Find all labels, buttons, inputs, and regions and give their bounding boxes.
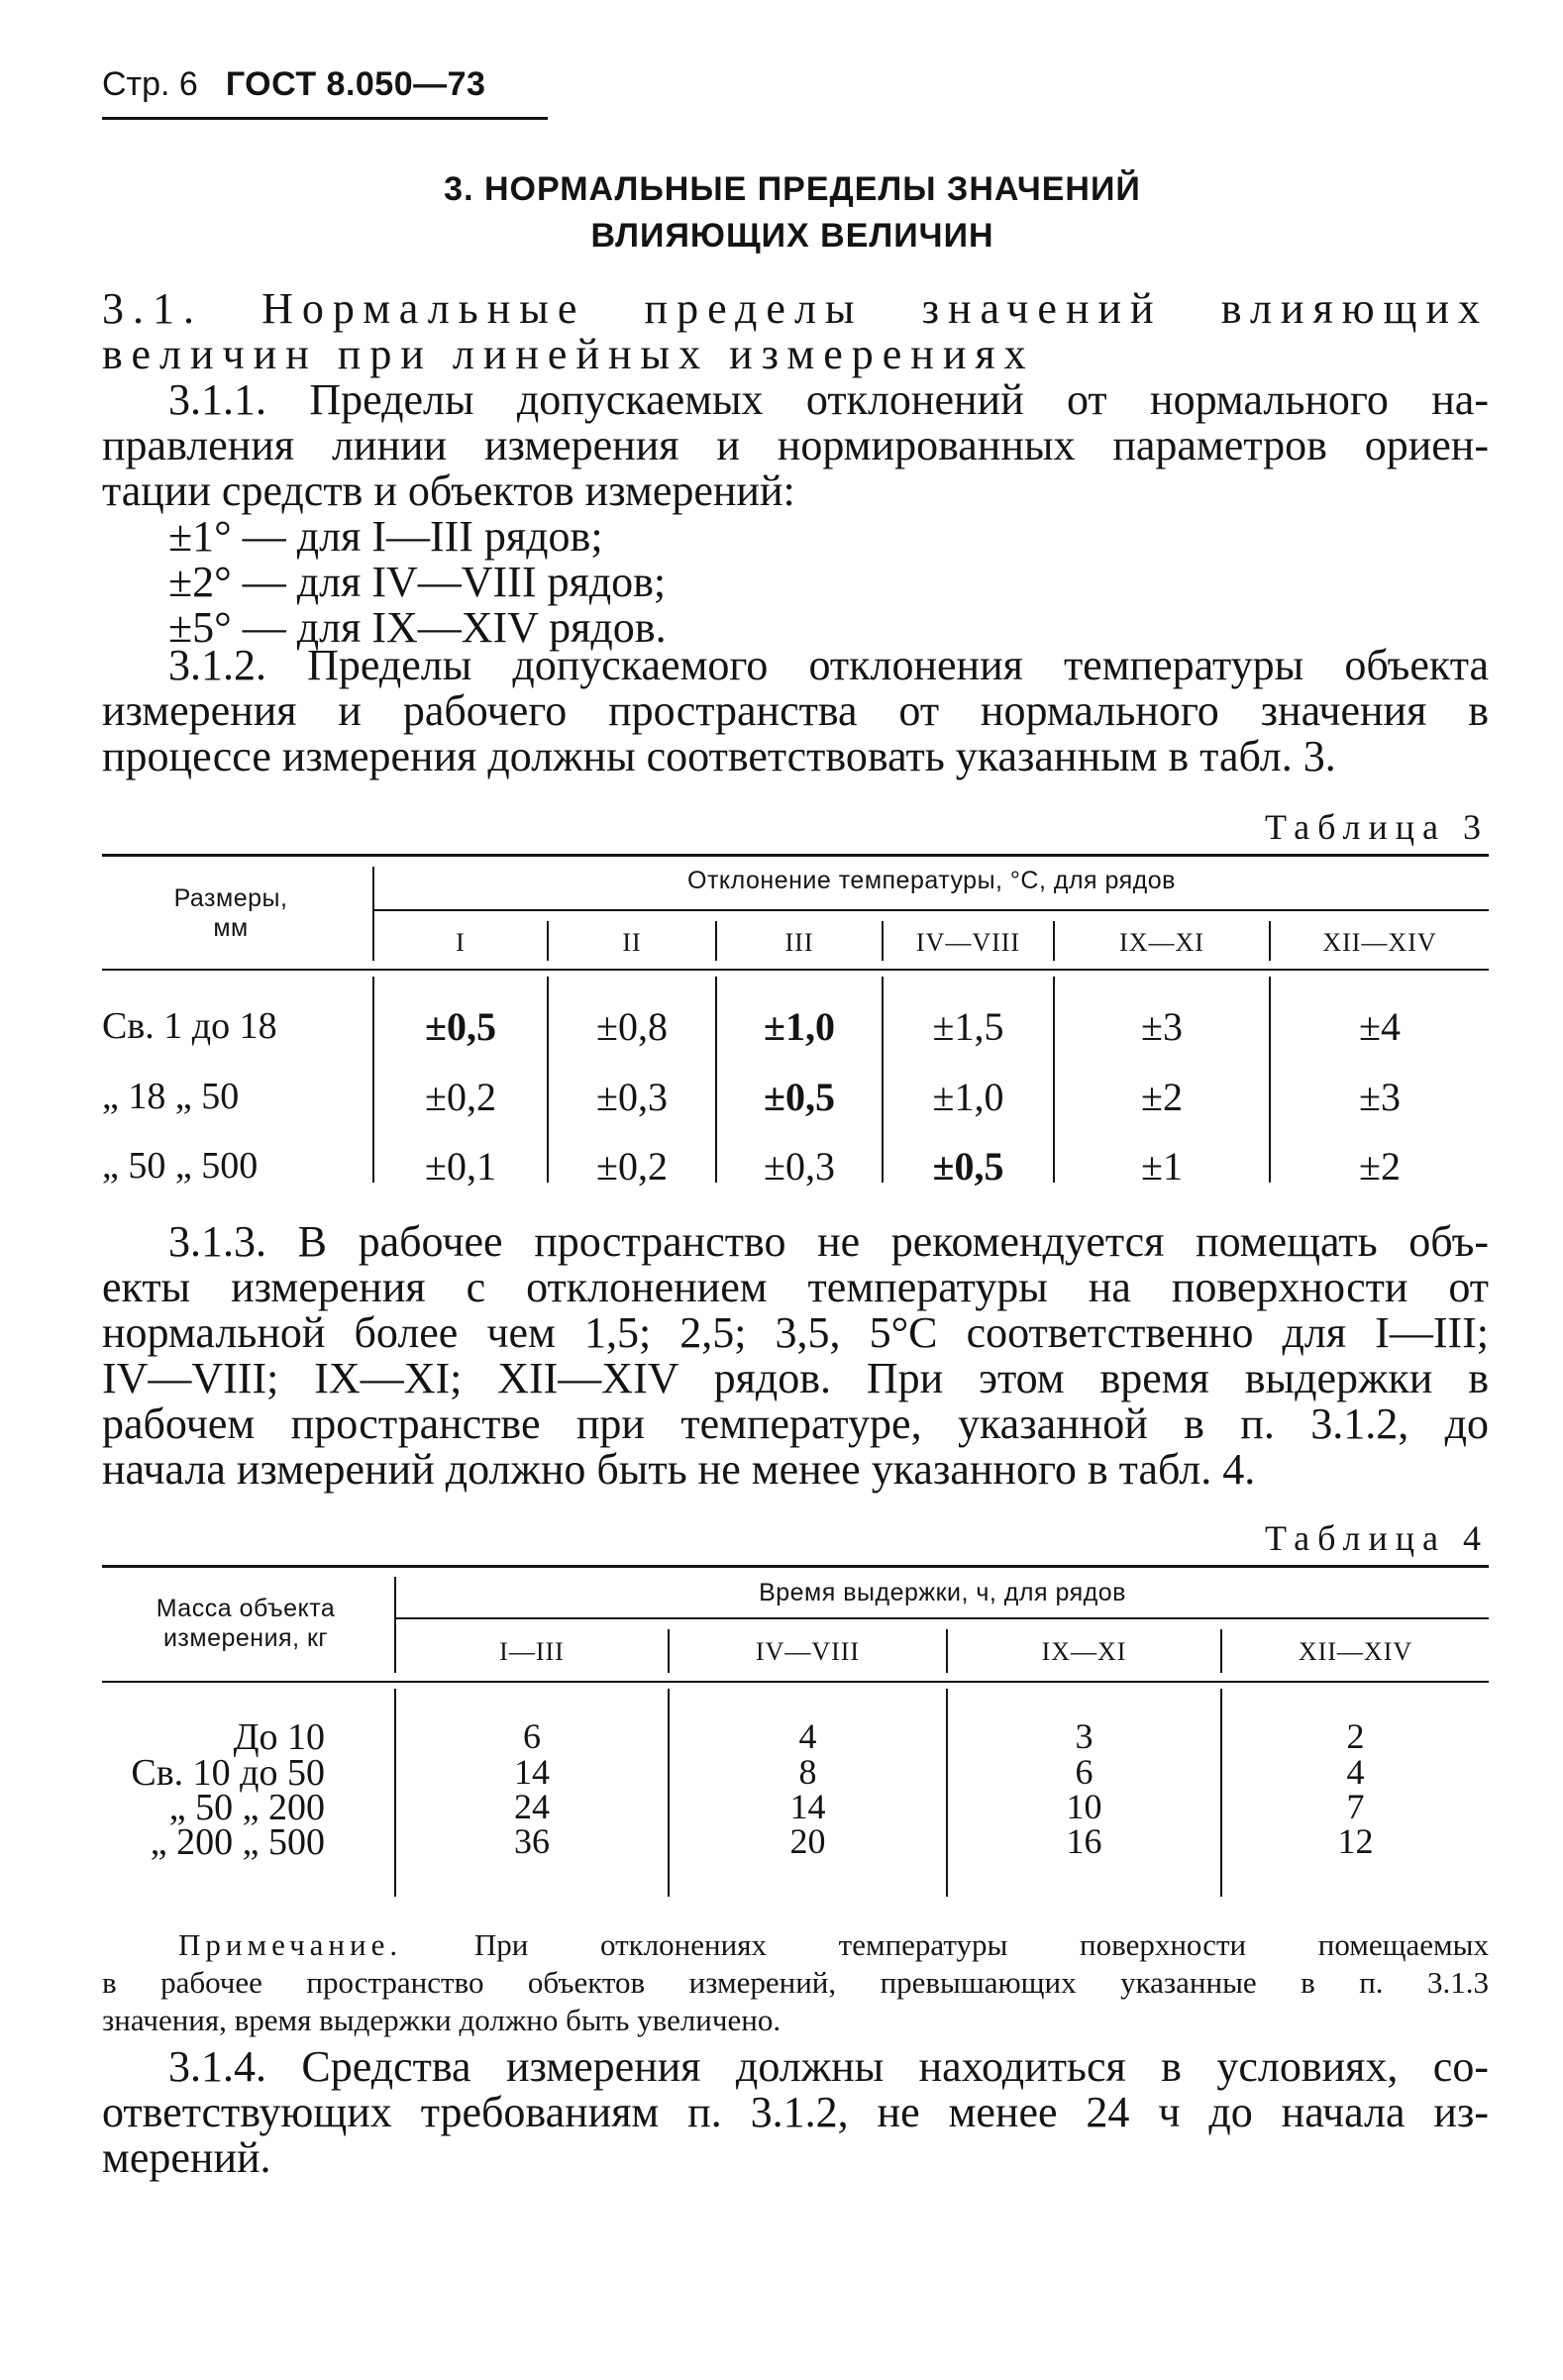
subsection-3-1-title-line2: величин при линейных измерениях [102, 330, 1035, 378]
paragraph-3-1-3-line1: 3.1.3. В рабочее пространство не рекомендуется помещать объ- [168, 1217, 1489, 1266]
note-line2: в рабочее пространство объектов измерений, превышающих указанные в п. 3.1.3 [102, 1965, 1489, 2000]
table-4-cell: 6 [523, 1716, 541, 1756]
paragraph-3-1-2-line2: измерения и рабочего пространства от нормального значения в [102, 686, 1489, 735]
table-3-cell: ±0,2 [425, 1075, 496, 1119]
table-4-cell: 24 [514, 1787, 550, 1826]
table-4-cell: 20 [789, 1821, 826, 1861]
tolerance-item: ±5° — для IX—XIV рядов. [168, 603, 667, 652]
table-4-row-label: До 10 [233, 1716, 325, 1758]
table-4-head-group: Время выдержки, ч, для рядов [759, 1579, 1126, 1606]
paragraph-3-1-4-line1: 3.1.4. Средства измерения должны находиться в условиях, со- [168, 2042, 1489, 2091]
table-3-cell: ±0,1 [425, 1144, 496, 1189]
table-4-row-label: „ 200 „ 500 [150, 1821, 325, 1863]
table-3-column-header: III [784, 928, 814, 957]
table-3-column-header: XII—XIV [1322, 928, 1437, 957]
table-4-cell: 16 [1066, 1821, 1102, 1861]
table-3-column-header: IV—VIII [915, 928, 1021, 957]
table-3-header-rule [102, 969, 1489, 971]
table-3-cell: ±0,5 [764, 1075, 835, 1119]
table-3-cell: ±3 [1141, 1004, 1183, 1049]
subsection-3-1-title-line1: 3.1. Нормальные пределы значений влияющих [102, 284, 1489, 333]
table-3-cell: ±2 [1359, 1144, 1401, 1189]
page-header [102, 65, 485, 104]
paragraph-3-1-1-line2: правления линии измерения и нормированных параметров ориен- [102, 421, 1489, 469]
table-3-cell: ±0,3 [764, 1144, 835, 1189]
table-4-top-rule [102, 1565, 1489, 1568]
table-3-column-header: II [622, 928, 642, 957]
table-4-header-rule [102, 1681, 1489, 1683]
table-3-cell: ±0,8 [596, 1004, 668, 1049]
table-3-head-group: Отклонение температуры, °С, для рядов [687, 867, 1176, 894]
table-4-cell: 2 [1346, 1716, 1365, 1756]
table-4-cell: 12 [1337, 1821, 1374, 1861]
section-title [297, 166, 1288, 259]
table-3-top-rule [102, 854, 1489, 857]
section-title-line2: ВЛИЯЮЩИХ ВЕЛИЧИН [590, 217, 994, 255]
table-3-cell: ±1,0 [764, 1004, 835, 1049]
table-3-cell: ±1,5 [932, 1004, 1004, 1049]
table-3-cell: ±0,5 [932, 1144, 1004, 1189]
table-4-cell: 7 [1346, 1787, 1365, 1826]
table-3-row-label: „ 18 „ 50 [102, 1076, 240, 1117]
paragraph-3-1-3-line4: IV—VIII; IX—XI; XII—XIV рядов. При этом время выдержки в [102, 1354, 1489, 1402]
table-3-head-sizes: Размеры, [173, 884, 288, 912]
table-4-cell: 14 [789, 1787, 826, 1826]
table-3-cell: ±0,3 [596, 1075, 668, 1119]
table-3-head-sizes-unit: мм [213, 914, 249, 942]
table-4-column-header: IV—VIII [755, 1637, 861, 1666]
table-4-row-label: „ 50 „ 200 [168, 1787, 325, 1828]
table-4-cell: 4 [798, 1716, 817, 1756]
table-3-cell: ±0,5 [425, 1004, 496, 1049]
paragraph-3-1-1-line1: 3.1.1. Пределы допускаемых отклонений от нормального на- [168, 375, 1489, 424]
table-3-row-label: Св. 1 до 18 [102, 1005, 277, 1047]
paragraph-3-1-2-line1: 3.1.2. Пределы допускаемого отклонения температуры объекта [168, 641, 1489, 689]
table-3-cell: ±4 [1359, 1004, 1401, 1049]
tolerance-item: ±1° — для I—III рядов; [168, 512, 603, 561]
standard-number: ГОСТ 8.050—73 [225, 65, 486, 103]
paragraph-3-1-3-line3: нормальной более чем 1,5; 2,5; 3,5, 5°С соответственно для I—III; [102, 1308, 1489, 1357]
paragraph-3-1-3-line2: екты измерения с отклонением температуры на поверхности от [102, 1263, 1489, 1311]
table-4-cell: 4 [1346, 1752, 1365, 1792]
table-4-cell: 36 [514, 1821, 550, 1861]
note-line1: При отклонениях температуры поверхности помещаемых [473, 1927, 1490, 1962]
table-3-column-header: I [456, 928, 466, 957]
table-3-cell: ±1 [1141, 1144, 1183, 1189]
table-3-caption: Таблица 3 [1265, 807, 1489, 847]
table-3-column-header: IX—XI [1119, 928, 1204, 957]
tolerance-item: ±2° — для IV—VIII рядов; [168, 558, 667, 606]
paragraph-3-1-4-line2: ответствующих требованиям п. 3.1.2, не менее 24 ч до начала из- [102, 2088, 1489, 2136]
paragraph-3-1-2-line3: процессе измерения должны соответствовать указанным в табл. 3. [102, 732, 1336, 780]
table-4-cell: 10 [1066, 1787, 1102, 1826]
table-4-cell: 14 [514, 1752, 550, 1792]
table-4-column-header: IX—XI [1041, 1637, 1127, 1666]
table-3-cell: ±1,0 [932, 1075, 1004, 1119]
table-3-row-label: „ 50 „ 500 [102, 1145, 259, 1187]
table-3-group-rule [374, 909, 1489, 911]
paragraph-3-1-3-line5: рабочем пространстве при температуре, указанной в п. 3.1.2, до [102, 1399, 1489, 1448]
table-4-cell: 3 [1075, 1716, 1094, 1756]
section-title-line1: 3. НОРМАЛЬНЫЕ ПРЕДЕЛЫ ЗНАЧЕНИЙ [444, 170, 1141, 208]
table-4-caption: Таблица 4 [1265, 1518, 1489, 1558]
table-3-cell: ±0,2 [596, 1144, 668, 1189]
note-line3: значения, время выдержки должно быть увеличено. [102, 2003, 782, 2037]
table-4-column-header: XII—XIV [1298, 1637, 1413, 1666]
table-4-head-mass-unit: измерения, кг [162, 1624, 329, 1652]
header-rule [102, 117, 548, 120]
table-4-row-label: Св. 10 до 50 [131, 1752, 325, 1794]
table-3-cell: ±3 [1359, 1075, 1401, 1119]
table-4-head-mass: Масса объекта [156, 1595, 336, 1622]
note-label: Примечание. [178, 1927, 403, 1962]
paragraph-3-1-1-line3: тации средств и объектов измерений: [102, 466, 795, 515]
page-number: Стр. 6 [102, 65, 198, 103]
table-4-group-rule [396, 1617, 1489, 1619]
table-4-column-header: I—III [499, 1637, 565, 1666]
paragraph-3-1-3-line6: начала измерений должно быть не менее указанного в табл. 4. [102, 1445, 1256, 1494]
table-4-cell: 6 [1075, 1752, 1094, 1792]
paragraph-3-1-4-line3: мерений. [102, 2133, 271, 2182]
table-4-cell: 8 [798, 1752, 817, 1792]
table-4-note [102, 1926, 1489, 2039]
table-3-cell: ±2 [1141, 1075, 1183, 1119]
